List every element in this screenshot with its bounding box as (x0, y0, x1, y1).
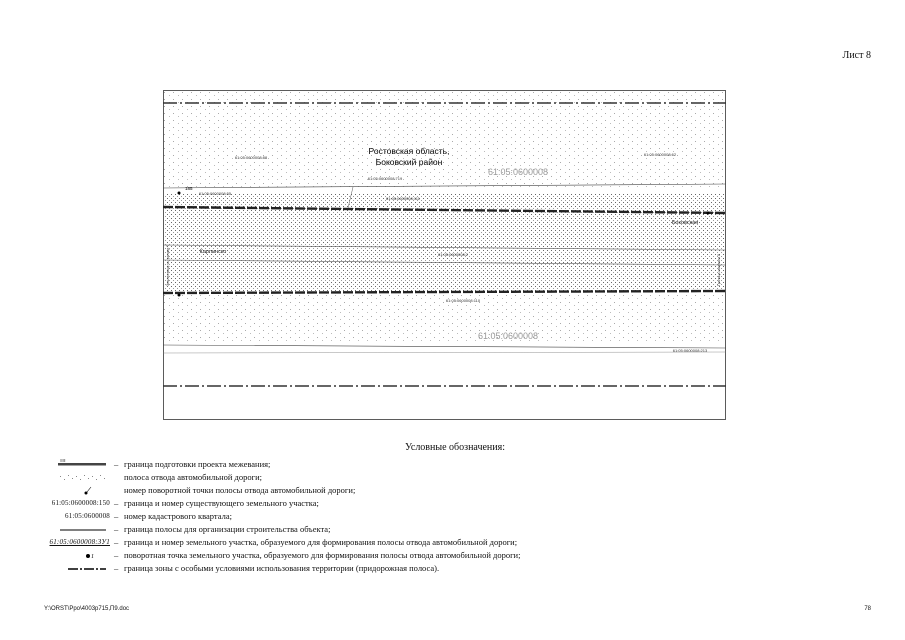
legend-symbol-thin-line (38, 523, 110, 536)
parcel-label: 61:05:0600008:719 (367, 176, 403, 181)
sheet-number: Лист 8 (842, 50, 871, 61)
legend-row: – граница зоны с особыми условиями использования территории (придорожная полоса). (38, 562, 658, 575)
legend-symbol-turn-point (38, 549, 110, 562)
quarter-label-top: 61:05:0600008 (487, 167, 549, 177)
legend-title: Условные обозначения: (405, 442, 506, 453)
legend-symbol-existing-parcel: 61:05:0600008:150 (51, 499, 110, 507)
parcel-label: 61:05:0600008:2 (437, 252, 469, 257)
region-line-2: Боковский район (375, 157, 443, 167)
legend (38, 458, 658, 575)
settlement-right: Боковская (671, 220, 699, 226)
parcel-label: 61:05:0600008:111 (386, 196, 420, 201)
legend-row: ⅢⅢ – граница подготовки проекта межевания; (38, 458, 658, 471)
legend-row: номер поворотной точки полосы отвода автомобильной дороги; (38, 484, 658, 497)
page-number: 78 (864, 606, 871, 612)
parcel-label: 61:05:0600008:55 (198, 191, 232, 196)
legend-row: полоса отвода автомобильной дороги; (38, 471, 658, 484)
legend-row: 61:05:0600008:150 – граница и номер существующего земельного участка; (38, 497, 658, 510)
svg-text:ⅢⅢ: ⅢⅢ (60, 458, 66, 463)
legend-row: – граница полосы для организации строительства объекта; (38, 523, 658, 536)
svg-text:1: 1 (91, 554, 94, 560)
legend-symbol-dashdot (38, 562, 110, 575)
side-label-left: Землеотвод на границе 7 (166, 244, 170, 286)
legend-symbol-line-hatch (38, 458, 110, 471)
parcel-label: 61:05:0600008:213 (672, 348, 708, 353)
region-line-1: Ростовская область, (368, 146, 450, 156)
legend-row: 61:05:0600008:ЗУ1 – граница и номер земельного участка, образуемого для формирования полосы отвода автомобильной дороги; (38, 536, 658, 549)
legend-symbol-point (38, 484, 110, 497)
point-number: 185 (185, 186, 193, 191)
legend-symbol-new-parcel: 61:05:0600008:ЗУ1 (49, 538, 110, 546)
legend-row: 1 – поворотная точка земельного участка, образуемого для формирования полосы отвода автомобильной дороги; (38, 549, 658, 562)
cadastral-map (163, 90, 726, 420)
parcel-label: 61:05:0600008:88 (234, 155, 268, 160)
parcel-label: 61:05:0600008:62 (643, 152, 677, 157)
legend-row: 61:05:0600008 – номер кадастрового квартала; (38, 510, 658, 523)
legend-symbol-dots (38, 471, 110, 484)
parcel-label: 61:05:0600008:110 (445, 298, 481, 303)
settlement-left: Карпинско (199, 249, 227, 255)
legend-symbol-quarter: 61:05:0600008 (65, 512, 110, 520)
file-path: Y:\ORST\Ppo\4003p715,П9.doc (44, 606, 130, 612)
side-label-right: Граница квартала 8 (717, 254, 721, 286)
quarter-label-bottom: 61:05:0600008 (477, 331, 539, 341)
